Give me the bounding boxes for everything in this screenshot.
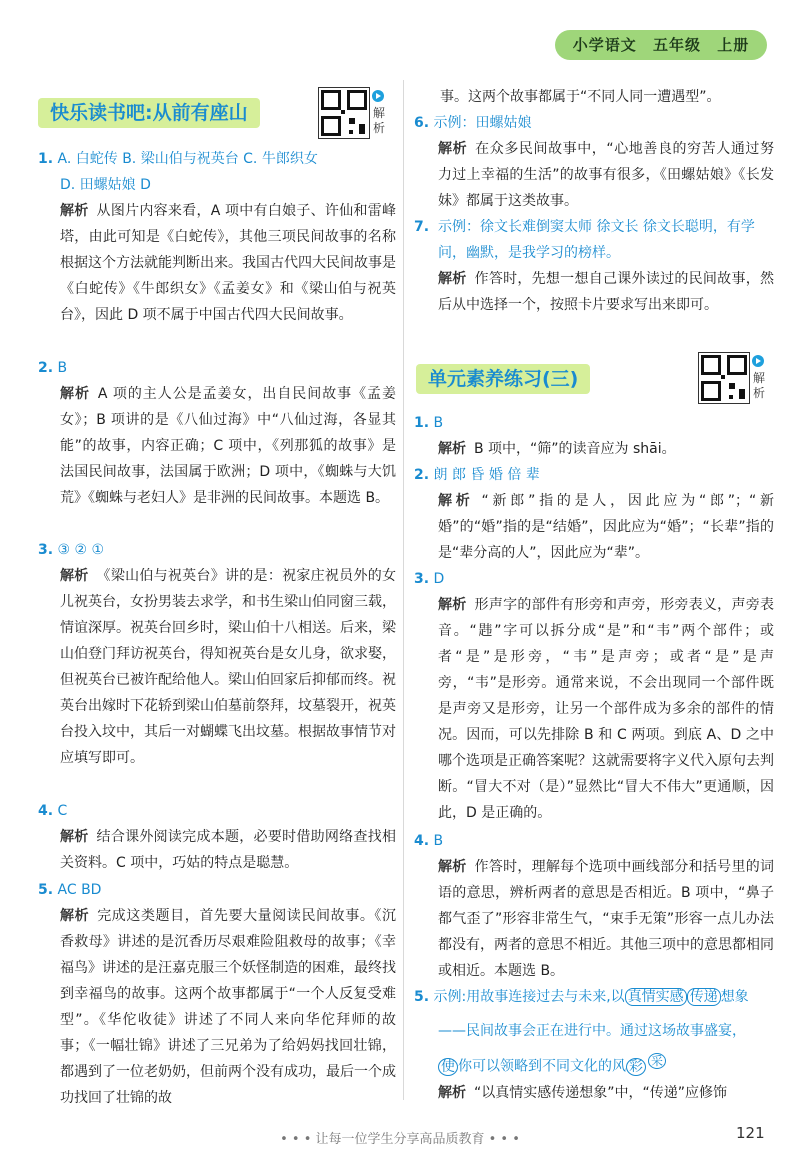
header-band	[555, 30, 767, 60]
u1-number: 1.	[414, 415, 430, 431]
u1-analysis-tag: 解析	[438, 441, 466, 457]
q3-answer: ③ ② ①	[57, 542, 105, 558]
q6-number: 6.	[414, 115, 430, 131]
u5-answer-line3: 你可以领略到不同文化的风	[458, 1058, 626, 1075]
q5-continued	[440, 84, 774, 110]
u5-annotation-mark: 彩	[626, 1058, 646, 1076]
u3-analysis-tag: 解析	[438, 597, 467, 613]
u3-number: 3.	[414, 571, 430, 587]
footer-slogan: • • • 让每一位学生分享高品质教育 • • •	[280, 1132, 520, 1147]
q5-analysis-tag: 解析	[60, 908, 90, 924]
u4-number: 4.	[414, 833, 430, 849]
qr-label-unit: 解析	[753, 371, 766, 400]
u5-analysis-tag: 解析	[438, 1084, 466, 1101]
section-title-unit: 单元素养练习(三)	[416, 364, 590, 394]
header-volume: 上册	[717, 36, 750, 54]
qr-label-reading: 解析	[373, 106, 386, 135]
u2-analysis-tag: 解析	[438, 493, 474, 509]
u5-block	[414, 984, 774, 1106]
u1-block	[414, 410, 774, 462]
q2-explanation: A 项的主人公是孟姜女，出自民间故事《孟姜女》；B 项讲的是《八仙过海》中“八仙过海，各显其能”的故事，内容正确；C 项中，《列那狐的故事》是法国民间故事，法国属于欧洲；D 项中，《蜘蛛与大饥荒》《蜘蛛与老妇人》是非洲的民间故事。本题选 B。	[60, 386, 396, 506]
u5-number: 5.	[414, 989, 430, 1005]
column-divider	[403, 80, 404, 1100]
q7-block	[414, 214, 774, 318]
page-number: 121	[736, 1124, 765, 1142]
q2-answer: B	[57, 360, 68, 376]
q5-explanation: 完成这类题目，首先要大量阅读民间故事。《沉香救母》讲述的是沉香历尽艰难险阻救母的故事；《幸福鸟》讲述的是汪嘉克服三个妖怪制造的困难，最终找到幸福鸟的故事。这两个故事都属于“一个人反复受难型”。《华佗收徒》讲述了不同人来向华佗拜师的故事；《一幅壮锦》讲述了三兄弟为了给妈妈找回壮锦，都遇到了一位老奶奶，但前两个没有成功，最后一个成功找回了壮锦的故	[60, 908, 397, 1106]
u4-block	[414, 828, 774, 984]
q7-answer: 示例：徐文长难倒窦太师 徐文长 徐文长聪明，有学问，幽默，是我学习的榜样。	[438, 219, 755, 261]
q2-block	[38, 355, 396, 511]
q1-number: 1.	[38, 151, 54, 167]
q1-block	[38, 146, 396, 328]
q4-explanation: 结合课外阅读完成本题，必要时借助网络查找相关资料。C 项中，巧姑的特点是聪慧。	[60, 829, 397, 871]
q1-analysis-tag: 解析	[60, 203, 89, 219]
q3-number: 3.	[38, 542, 54, 558]
u2-number: 2.	[414, 467, 430, 483]
q4-number: 4.	[38, 803, 54, 819]
q7-number: 7.	[414, 219, 430, 235]
u5-explanation: “以真情实感传递想象”中，“传递”应修饰	[474, 1084, 728, 1101]
q1-answer-line2: D. 田螺姑娘 D	[60, 177, 151, 193]
qr-code-unit[interactable]	[698, 352, 750, 404]
q2-number: 2.	[38, 360, 54, 376]
u4-answer: B	[433, 833, 444, 849]
header-grade: 五年级	[652, 36, 701, 54]
u1-explanation: B 项中，“筛”的读音应为 shāi。	[474, 441, 676, 457]
u5-annotation-mark: 真情实感	[625, 988, 687, 1006]
q5-answer: AC BD	[57, 882, 102, 898]
u4-explanation: 作答时，理解每个选项中画线部分和括号里的词语的意思，辨析两者的意思是否相近。B 项中，“鼻子都气歪了”形容非常生气，“束手无策”形容一点儿办法都没有，两者的意思不相近。其他三项中的意思都相同或相近。本题选 B。	[438, 859, 775, 979]
u2-answer: 朗 郎 昏 婚 倍 辈	[433, 467, 540, 483]
q6-block	[414, 110, 774, 214]
q5-explanation-continued: 事。这两个故事都属于“不同人同一遭遇型”。	[440, 89, 721, 105]
u5-annotation-mark: 使	[438, 1058, 458, 1076]
play-icon[interactable]	[752, 355, 764, 367]
section-title-reading: 快乐读书吧:从前有座山	[38, 98, 260, 128]
q7-explanation: 作答时，先想一想自己课外读过的民间故事，然后从中选择一个，按照卡片要求写出来即可。	[438, 271, 775, 313]
u2-block	[414, 462, 774, 566]
q1-explanation: 从图片内容来看，A 项中有白娘子、许仙和雷峰塔，由此可知是《白蛇传》，其他三项民间故事的名称根据这个方法就能判断出来。我国古代四大民间故事是《白蛇传》《牛郎织女》《孟姜女》和《梁山伯与祝英台》，因此 D 项不属于中国古代四大民间故事。	[60, 203, 396, 323]
q3-explanation: 《梁山伯与祝英台》讲的是：祝家庄祝员外的女儿祝英台，女扮男装去求学，和书生梁山伯同窗三载，情谊深厚。祝英台回乡时，梁山伯十八相送。后来，梁山伯登门拜访祝英台，得知祝英台是女儿身，欲求娶，但祝英台已被许配给他人。梁山伯回家后抑郁而终。祝英台出嫁时下花轿到梁山伯墓前祭拜，坟墓裂开，祝英台投入坟中，其后一对蝴蝶飞出坟墓。根据故事情节对应填写即可。	[60, 568, 397, 766]
q4-analysis-tag: 解析	[60, 829, 89, 845]
u4-analysis-tag: 解析	[438, 859, 467, 875]
u2-explanation: “新郎”指的是人，因此应为“郎”；“新婚”的“婚”指的是“结婚”，因此应为“婚”；“长辈”指的是“辈分高的人”，因此应为“辈”。	[438, 493, 775, 561]
u5-answer-start: 示例:用故事连接过去与未来,以	[433, 989, 625, 1005]
q3-analysis-tag: 解析	[60, 568, 89, 584]
u3-explanation: 形声字的部件有形旁和声旁，形旁表义，声旁表音。“韪”字可以拆分成“是”和“韦”两个部件；或者“是”是形旁，“韦”是声旁；或者“是”是声旁，“韦”是形旁。通常来说，不会出现同一个部件既是声旁又是形旁，让另一个部件成为多余的部件的情况。因而，可以先排除 B 和 C 两项。到底 A、D 之中哪个选项是正确答案呢？这就需要将字义代入原句去判断。“冒大不对（是）”显然比“冒大不伟大”更通顺，因此，D 是正确的。	[438, 597, 775, 821]
u3-answer: D	[433, 571, 445, 587]
q3-block	[38, 537, 396, 771]
u1-answer: B	[433, 415, 444, 431]
u5-answer-line2: ——民间故事会正在进行中。通过这场故事盛宴，	[438, 1023, 746, 1039]
header-title	[555, 30, 767, 60]
q4-block	[38, 798, 396, 876]
u5-answer-word: 想象	[720, 989, 749, 1005]
u5-annotation-mark: 传递	[687, 988, 721, 1006]
q1-answer-line1: A. 白蛇传 B. 梁山伯与祝英台 C. 牛郎织女	[57, 151, 318, 167]
header-subject: 小学语文	[572, 36, 637, 54]
q7-analysis-tag: 解析	[438, 271, 467, 287]
q6-analysis-tag: 解析	[438, 141, 468, 157]
q6-answer: 示例：田螺姑娘	[433, 115, 532, 131]
q2-analysis-tag: 解析	[60, 386, 90, 402]
u5-correction-mark: 采	[648, 1053, 666, 1069]
q5-number: 5.	[38, 882, 54, 898]
q4-answer: C	[57, 803, 68, 819]
qr-code-reading[interactable]	[318, 87, 370, 139]
q6-explanation: 在众多民间故事中，“心地善良的穷苦人通过努力过上幸福的生活”的故事有很多，《田螺姑娘》《长发妹》都属于这类故事。	[438, 141, 775, 209]
u3-block	[414, 566, 774, 826]
play-icon[interactable]	[372, 90, 384, 102]
q5-block	[38, 877, 396, 1111]
